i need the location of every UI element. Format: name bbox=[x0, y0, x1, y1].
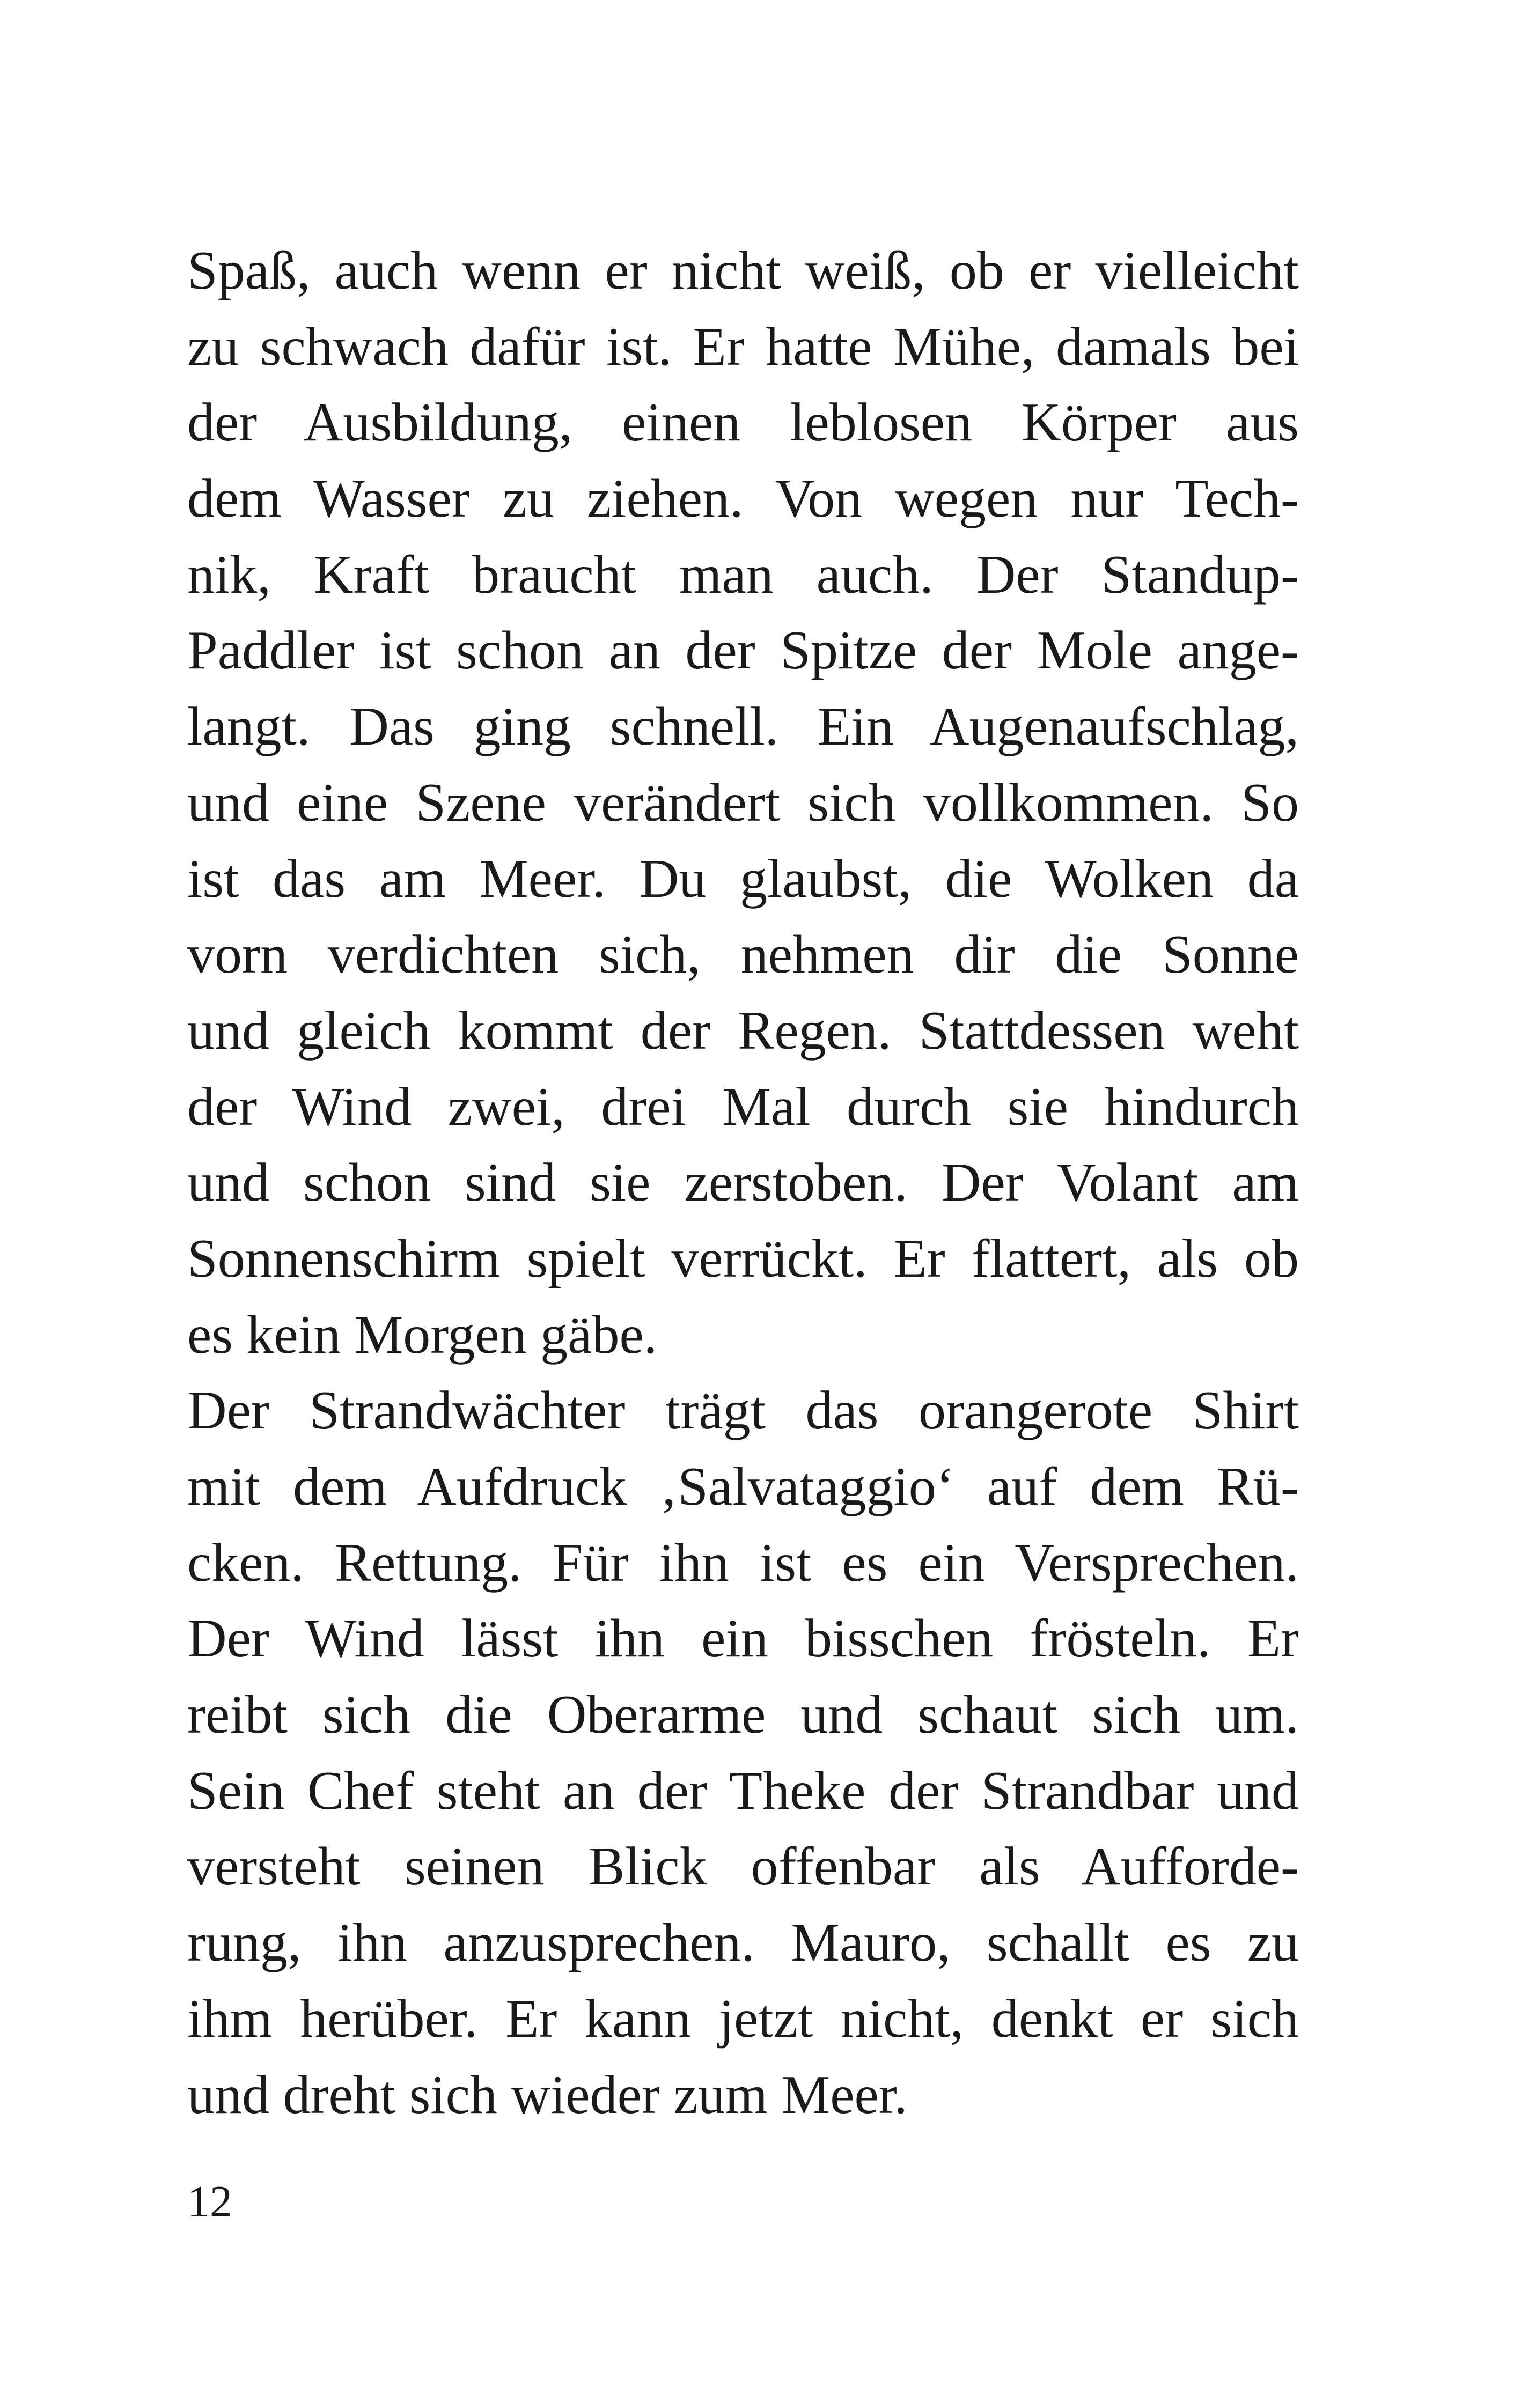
body-text bbox=[187, 233, 1299, 2133]
text-line: nik, Kraft braucht man auch. Der Standup- bbox=[187, 544, 1299, 605]
text-line: Der Strandwächter trägt das orangerote Shirt bbox=[187, 1380, 1299, 1441]
text-line: cken. Rettung. Für ihn ist es ein Versprechen. bbox=[187, 1532, 1299, 1593]
page-number: 12 bbox=[187, 2177, 232, 2227]
paragraph-end-line: und dreht sich wieder zum Meer. bbox=[187, 2064, 908, 2125]
text-line: ist das am Meer. Du glaubst, die Wolken da bbox=[187, 848, 1299, 909]
text-line: Sonnenschirm spielt verrückt. Er flattert, als ob bbox=[187, 1228, 1299, 1289]
text-line: und schon sind sie zerstoben. Der Volant am bbox=[187, 1152, 1299, 1213]
text-line: Spaß, auch wenn er nicht weiß, ob er vielleicht bbox=[187, 240, 1299, 301]
text-line: vorn verdichten sich, nehmen dir die Sonne bbox=[187, 924, 1299, 985]
paragraph-end-line: es kein Morgen gäbe. bbox=[187, 1304, 658, 1365]
text-line: dem Wasser zu ziehen. Von wegen nur Tech- bbox=[187, 468, 1299, 529]
text-line: zu schwach dafür ist. Er hatte Mühe, damals bei bbox=[187, 316, 1299, 377]
text-line: langt. Das ging schnell. Ein Augenaufschlag, bbox=[187, 696, 1299, 757]
text-line: Der Wind lässt ihn ein bisschen frösteln. Er bbox=[187, 1608, 1299, 1669]
text-line: Sein Chef steht an der Theke der Strandbar und bbox=[187, 1760, 1299, 1821]
text-line: mit dem Aufdruck ‚Salvataggio‘ auf dem Rü- bbox=[187, 1456, 1299, 1517]
text-line: der Ausbildung, einen leblosen Körper aus bbox=[187, 392, 1299, 453]
text-line: und gleich kommt der Regen. Stattdessen weht bbox=[187, 1000, 1299, 1061]
text-line: rung, ihn anzusprechen. Mauro, schallt es zu bbox=[187, 1912, 1299, 1973]
text-line: reibt sich die Oberarme und schaut sich um. bbox=[187, 1684, 1299, 1746]
text-line: der Wind zwei, drei Mal durch sie hindurch bbox=[187, 1076, 1299, 1137]
text-line: und eine Szene verändert sich vollkommen. So bbox=[187, 772, 1299, 833]
text-line: ihm herüber. Er kann jetzt nicht, denkt er sich bbox=[187, 1988, 1299, 2049]
text-line: Paddler ist schon an der Spitze der Mole ange- bbox=[187, 620, 1299, 681]
text-line: versteht seinen Blick offenbar als Aufforde- bbox=[187, 1836, 1299, 1897]
